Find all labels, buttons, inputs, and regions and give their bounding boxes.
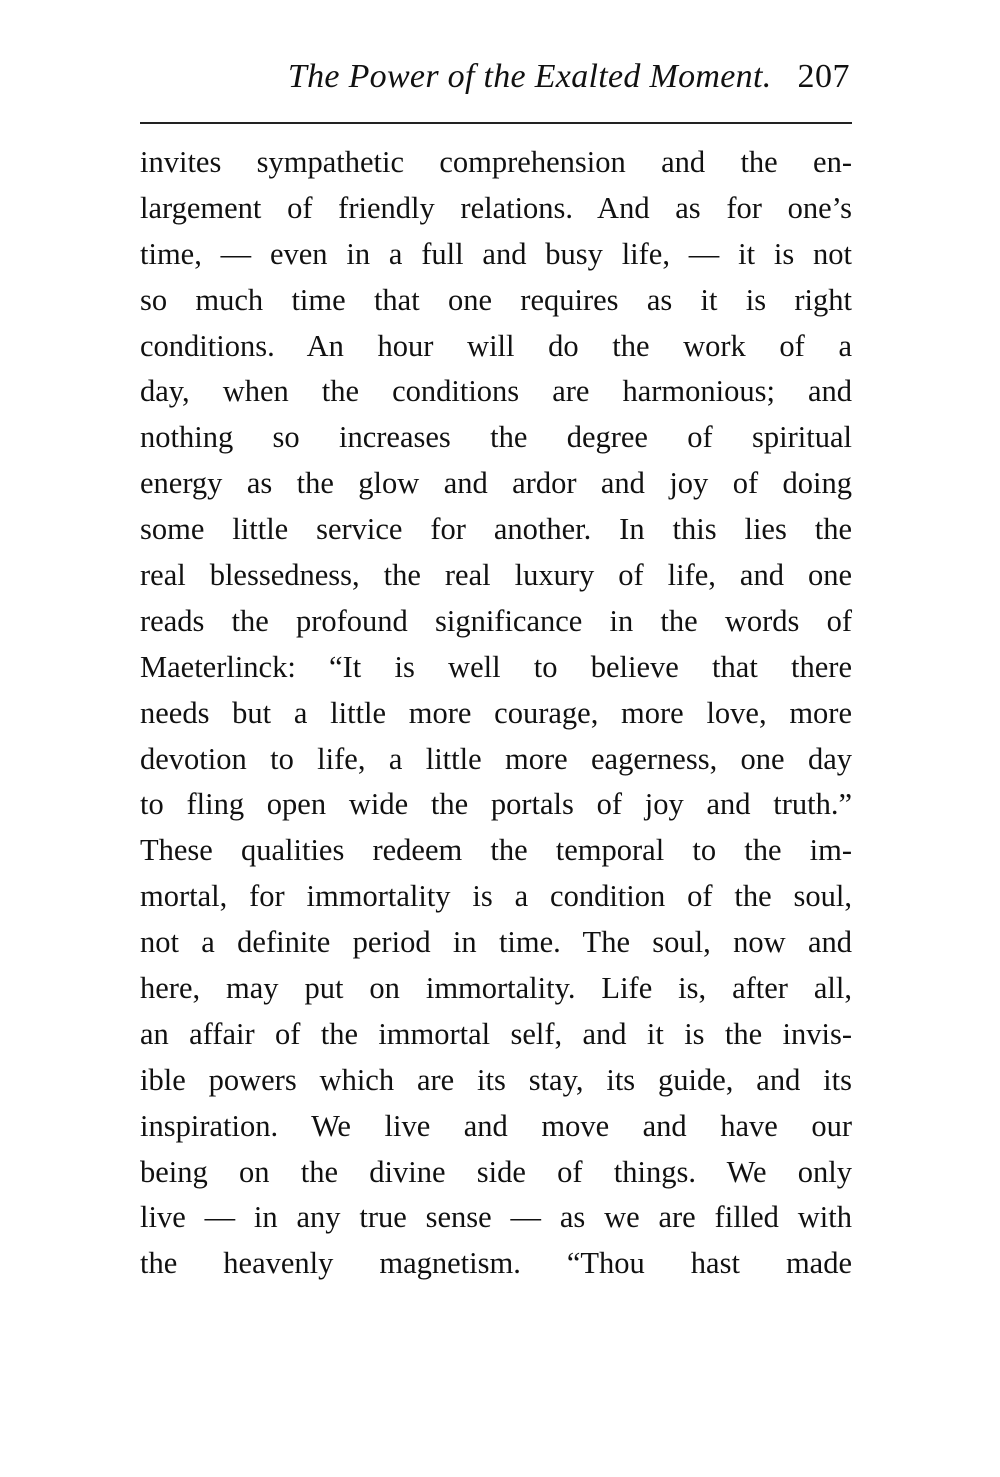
page-number: 207 (797, 58, 850, 95)
text-line: devotion to life, a little more eagerness, one day (140, 741, 852, 776)
text-line: invites sympathetic comprehension and the en- (140, 145, 852, 179)
text-line: an affair of the immortal self, and it is the invis- (140, 1016, 852, 1051)
text-line: conditions. An hour will do the work of a (140, 328, 852, 363)
text-line: live — in any true sense — as we are filled with (140, 1200, 852, 1235)
text-line: to fling open wide the portals of joy and truth.” (140, 787, 852, 822)
text-line: Maeterlinck: “It is well to believe that there (140, 649, 852, 684)
text-line: not a definite period in time. The soul, now and (140, 925, 852, 960)
text-line: inspiration. We live and move and have our (140, 1108, 852, 1143)
text-line: time, — even in a full and busy life, — it is not (140, 236, 852, 271)
header-rule (140, 122, 852, 124)
text-line: reads the profound significance in the words of (140, 603, 852, 638)
running-title: The Power of the Exalted Moment. (287, 58, 772, 95)
text-line: largement of friendly relations. And as for one’s (140, 190, 852, 225)
text-line: day, when the conditions are harmonious; and (140, 374, 852, 409)
text-line: so much time that one requires as it is right (140, 282, 852, 317)
text-line: real blessedness, the real luxury of life, and one (140, 558, 852, 593)
text-line: mortal, for immortality is a condition of the soul, (140, 879, 852, 914)
text-line: energy as the glow and ardor and joy of doing (140, 466, 852, 501)
running-head (140, 58, 850, 102)
text-line: the heavenly magnetism. “Thou hast made (140, 1246, 852, 1281)
text-line: These qualities redeem the temporal to the im- (140, 833, 852, 868)
text-line: being on the divine side of things. We only (140, 1154, 852, 1189)
text-line: ible powers which are its stay, its guide, and its (140, 1062, 852, 1097)
text-line: some little service for another. In this lies the (140, 512, 852, 547)
text-line: here, may put on immortality. Life is, after all, (140, 971, 852, 1006)
body-text (140, 140, 852, 1287)
text-line: nothing so increases the degree of spiritual (140, 420, 852, 455)
text-line: needs but a little more courage, more love, more (140, 695, 852, 730)
